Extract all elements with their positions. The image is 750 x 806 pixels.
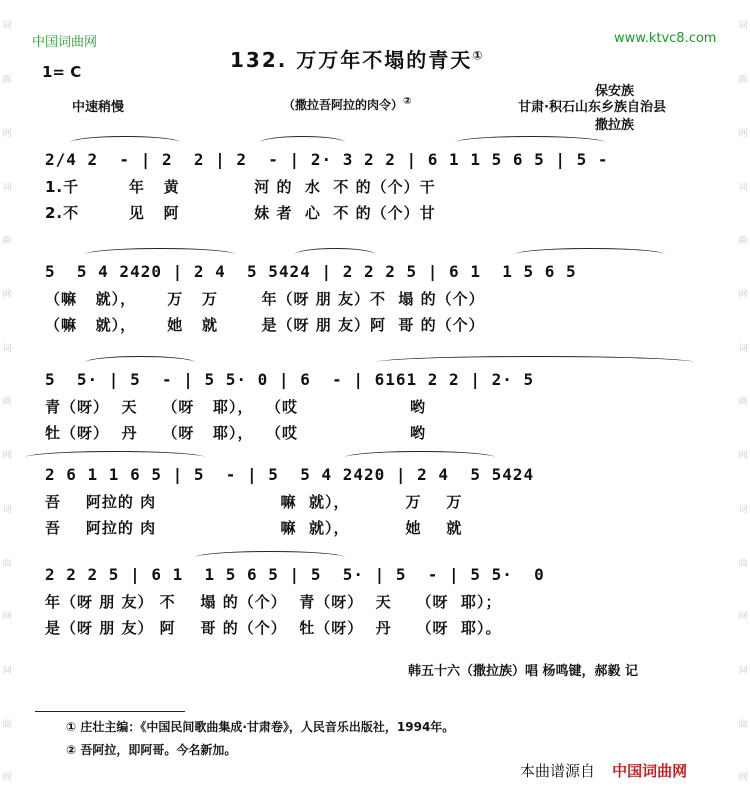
title-text: 132. 万万年不塌的青天 [230, 48, 473, 72]
footnote-1: ① 庄壮主编：《中国民间歌曲集成·甘肃卷》，人民音乐出版社，1994年。 [66, 720, 455, 734]
slur [70, 136, 180, 149]
slur [195, 551, 345, 564]
lyric-verse-1: （嘛 就）， 万 万 年（呀 朋 友）不 塌 的（个） [45, 290, 485, 308]
subtitle [283, 96, 411, 113]
key-signature: 1= C [42, 63, 82, 81]
notation-line: 2/4 2 - | 2 2 | 2 - | 2· 3 2 2 | 6 1 1 5 6 5 | 5 - [45, 150, 609, 169]
score-system-5 [45, 565, 705, 635]
performer-credit: 韩五十六（撒拉族）唱 杨鸣键，郝毅 记 [408, 664, 639, 679]
region-second-line: 撒拉族 [595, 118, 635, 133]
notation-line: 2 2 2 5 | 6 1 1 5 6 5 | 5 5· | 5 - | 5 5· 0 [45, 565, 545, 584]
notation-line: 5 5 4 2420 | 2 4 5 5424 | 2 2 2 5 | 6 1 1 5 6 5 [45, 262, 577, 281]
slur [25, 451, 205, 464]
lyric-verse-2: 吾 阿拉的 肉 嘛 就）， 她 就 [45, 519, 463, 537]
score-system-3 [45, 370, 705, 440]
slur [260, 136, 345, 149]
lyric-verse-2: （嘛 就）， 她 就 是（呀 朋 友）阿 哥 的（个） [45, 316, 485, 334]
slur [85, 356, 195, 369]
tempo-marking: 中速稍慢 [72, 100, 125, 115]
lyric-verse-2: 2.不 见 阿 妹 者 心 不 的（个）甘 [45, 204, 436, 222]
ethnicity: 保安族 [595, 84, 635, 99]
watermark-left: 词 曲 网 词 曲 网 词 曲 网 词 曲 网 词 曲 网 [2, 21, 12, 784]
footnote-divider [35, 711, 185, 712]
slur [345, 451, 495, 464]
slur [85, 248, 235, 261]
site-url[interactable]: www.ktvc8.com [614, 31, 717, 46]
lyric-verse-1: 年（呀 朋 友） 不 塌 的（个） 青（呀） 天 （呀 耶）； [45, 593, 502, 611]
source-footer [520, 760, 687, 781]
slur [295, 248, 375, 261]
notation-line: 2 6 1 1 6 5 | 5 - | 5 5 4 2420 | 2 4 5 5424 [45, 465, 535, 484]
subtitle-text: （撒拉吾阿拉的肉令） [283, 98, 404, 112]
source-prefix: 本曲谱源自 [520, 762, 596, 780]
lyric-verse-1: 青（呀） 天 （呀 耶）， （哎 哟 [45, 398, 426, 416]
lyric-verse-1: 吾 阿拉的 肉 嘛 就）， 万 万 [45, 493, 463, 511]
score-system-2 [45, 262, 705, 332]
lyric-verse-2: 是（呀 朋 友） 阿 哥 的（个） 牡（呀） 丹 （呀 耶）。 [45, 619, 502, 637]
title-footnote-mark: ① [472, 48, 485, 63]
watermark-right: 词 曲 网 词 曲 网 词 曲 网 词 曲 网 词 曲 网 [738, 21, 748, 784]
region: 甘肃·积石山东乡族自治县 [518, 100, 666, 115]
footnote-2: ② 吾阿拉，即阿哥。今名新加。 [66, 743, 237, 757]
subtitle-footnote-mark: ② [403, 96, 412, 107]
lyric-verse-1: 1.千 年 黄 河 的 水 不 的（个）干 [45, 178, 436, 196]
slur [375, 356, 695, 369]
page-title [230, 44, 484, 73]
score-system-1 [45, 150, 705, 220]
source-site-link[interactable]: 中国词曲网 [612, 762, 688, 780]
slur [515, 248, 665, 261]
slur [455, 136, 605, 149]
site-name[interactable]: 中国词曲网 [32, 35, 98, 50]
score-system-4 [45, 465, 705, 535]
notation-line: 5 5· | 5 - | 5 5· 0 | 6 - | 6161 2 2 | 2· 5 [45, 370, 535, 389]
lyric-verse-2: 牡（呀） 丹 （呀 耶）， （哎 哟 [45, 424, 426, 442]
